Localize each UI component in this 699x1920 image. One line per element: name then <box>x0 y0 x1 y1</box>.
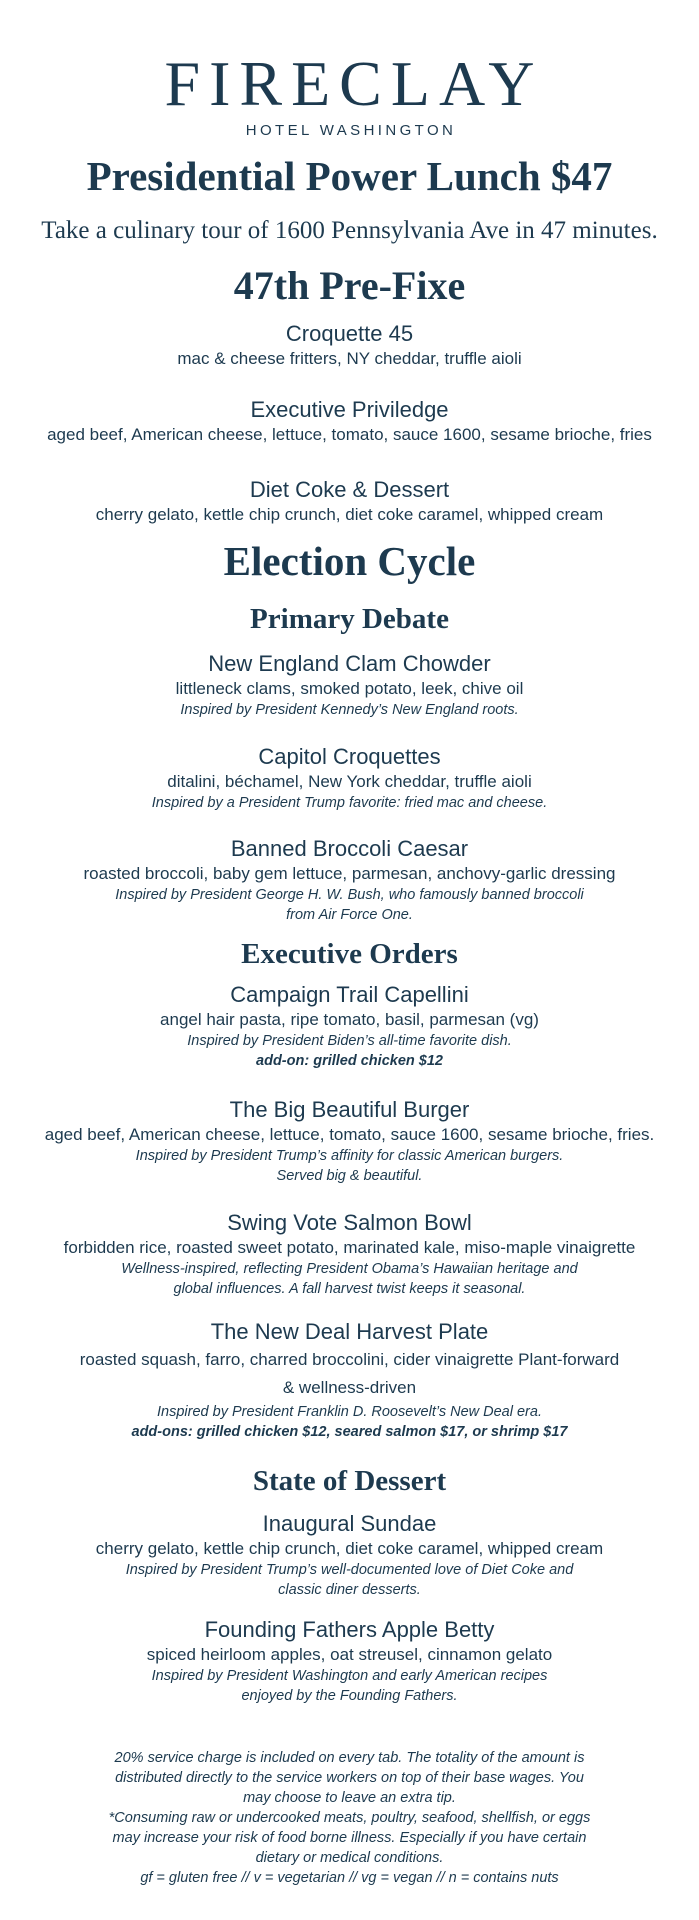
dish-note: Inspired by President Washington and early American recipes <box>151 1668 548 1684</box>
menu-item <box>0 1616 699 1706</box>
dessert-heading: State of Dessert <box>252 1465 447 1497</box>
dish-name: Campaign Trail Capellini <box>230 982 469 1007</box>
dish-description: littleneck clams, smoked potato, leek, chive oil <box>175 679 524 698</box>
footer-line: gf = gluten free // v = vegetarian // vg = vegan // n = contains nuts <box>140 1870 559 1886</box>
menu-item <box>0 1318 699 1442</box>
dish-description: roasted squash, farro, charred broccolini, cider vinaigrette Plant-forward <box>79 1350 620 1369</box>
dish-description: cherry gelato, kettle chip crunch, diet coke caramel, whipped cream <box>95 505 604 524</box>
executive-heading: Executive Orders <box>241 938 458 970</box>
dish-name: Executive Priviledge <box>250 397 449 422</box>
dish-note: Inspired by President Trump’s well-documented love of Diet Coke and <box>125 1562 574 1578</box>
footer-line: distributed directly to the service workers on top of their base wages. You <box>115 1770 584 1786</box>
menu-item <box>0 835 699 925</box>
menu-item <box>0 743 699 813</box>
menu-item <box>0 981 699 1071</box>
dish-description: spiced heirloom apples, oat streusel, cinnamon gelato <box>146 1645 553 1664</box>
dish-note: Inspired by President Kennedy’s New England roots. <box>180 702 519 718</box>
dish-name: Diet Coke & Dessert <box>249 477 450 502</box>
brand-subtitle: HOTEL WASHINGTON <box>245 122 457 139</box>
menu-item <box>0 650 699 720</box>
dish-note: Inspired by a President Trump favorite: fried mac and cheese. <box>151 795 548 811</box>
dish-name: The Big Beautiful Burger <box>229 1097 470 1122</box>
dish-description: mac & cheese fritters, NY cheddar, truffle aioli <box>177 349 522 368</box>
dish-name: New England Clam Chowder <box>208 651 491 676</box>
prefixe-heading: 47th Pre-Fixe <box>233 263 466 308</box>
dish-description: & wellness-driven <box>282 1378 417 1397</box>
footer-line: *Consuming raw or undercooked meats, poultry, seafood, shellfish, or eggs <box>108 1810 591 1826</box>
dish-name: Capitol Croquettes <box>258 744 441 769</box>
dish-description: aged beef, American cheese, lettuce, tomato, sauce 1600, sesame brioche, fries <box>47 425 652 444</box>
dish-note: Served big & beautiful. <box>276 1168 423 1184</box>
footer-line: dietary or medical conditions. <box>255 1850 444 1866</box>
dish-description: aged beef, American cheese, lettuce, tomato, sauce 1600, sesame brioche, fries. <box>44 1125 655 1144</box>
footer-line: may choose to leave an extra tip. <box>243 1790 456 1806</box>
dish-addon: add-on: grilled chicken $12 <box>256 1053 443 1069</box>
menu-item <box>0 476 699 526</box>
menu-item <box>0 396 699 446</box>
election-heading: Election Cycle <box>223 538 476 584</box>
dish-note: classic diner desserts. <box>278 1582 421 1598</box>
dish-description: angel hair pasta, ripe tomato, basil, parmesan (vg) <box>160 1010 539 1029</box>
menu-item <box>0 1510 699 1600</box>
brand-name: FIRECLAY <box>164 48 544 119</box>
dish-description: roasted broccoli, baby gem lettuce, parmesan, anchovy-garlic dressing <box>83 864 616 883</box>
menu-item <box>0 320 699 370</box>
dish-note: Wellness-inspired, reflecting President Obama’s Hawaiian heritage and <box>121 1261 578 1277</box>
footer-line: 20% service charge is included on every tab. The totality of the amount is <box>114 1750 585 1766</box>
tagline: Take a culinary tour of 1600 Pennsylvania Ave in 47 minutes. <box>41 217 658 244</box>
dish-note: Inspired by President Biden’s all-time favorite dish. <box>187 1033 512 1049</box>
primary-heading: Primary Debate <box>250 603 449 635</box>
fireclay-logo <box>0 48 699 139</box>
dish-note: global influences. A fall harvest twist keeps it seasonal. <box>173 1281 526 1297</box>
dish-name: Croquette 45 <box>285 321 414 346</box>
dish-name: Inaugural Sundae <box>262 1511 437 1536</box>
dish-description: ditalini, béchamel, New York cheddar, truffle aioli <box>167 772 532 791</box>
dish-name: Founding Fathers Apple Betty <box>204 1617 495 1642</box>
dish-note: Inspired by President Trump’s affinity for classic American burgers. <box>135 1148 564 1164</box>
dish-name: Banned Broccoli Caesar <box>230 836 469 861</box>
footer-line: may increase your risk of food borne illness. Especially if you have certain <box>112 1830 587 1846</box>
dish-note: from Air Force One. <box>286 907 413 923</box>
dish-note: enjoyed by the Founding Fathers. <box>241 1688 458 1704</box>
dish-name: Swing Vote Salmon Bowl <box>227 1210 472 1235</box>
menu-item <box>0 1096 699 1186</box>
dish-description: cherry gelato, kettle chip crunch, diet coke caramel, whipped cream <box>95 1539 604 1558</box>
menu-item <box>0 1209 699 1299</box>
dish-name: The New Deal Harvest Plate <box>210 1319 489 1344</box>
menu-title: Presidential Power Lunch $47 <box>86 153 613 199</box>
dish-description: forbidden rice, roasted sweet potato, marinated kale, miso-maple vinaigrette <box>63 1238 636 1257</box>
footer-notes <box>0 1748 699 1888</box>
dish-addon: add-ons: grilled chicken $12, seared salmon $17, or shrimp $17 <box>131 1424 568 1440</box>
dish-note: Inspired by President George H. W. Bush, who famously banned broccoli <box>115 887 584 903</box>
dish-note: Inspired by President Franklin D. Roosevelt’s New Deal era. <box>157 1404 542 1420</box>
